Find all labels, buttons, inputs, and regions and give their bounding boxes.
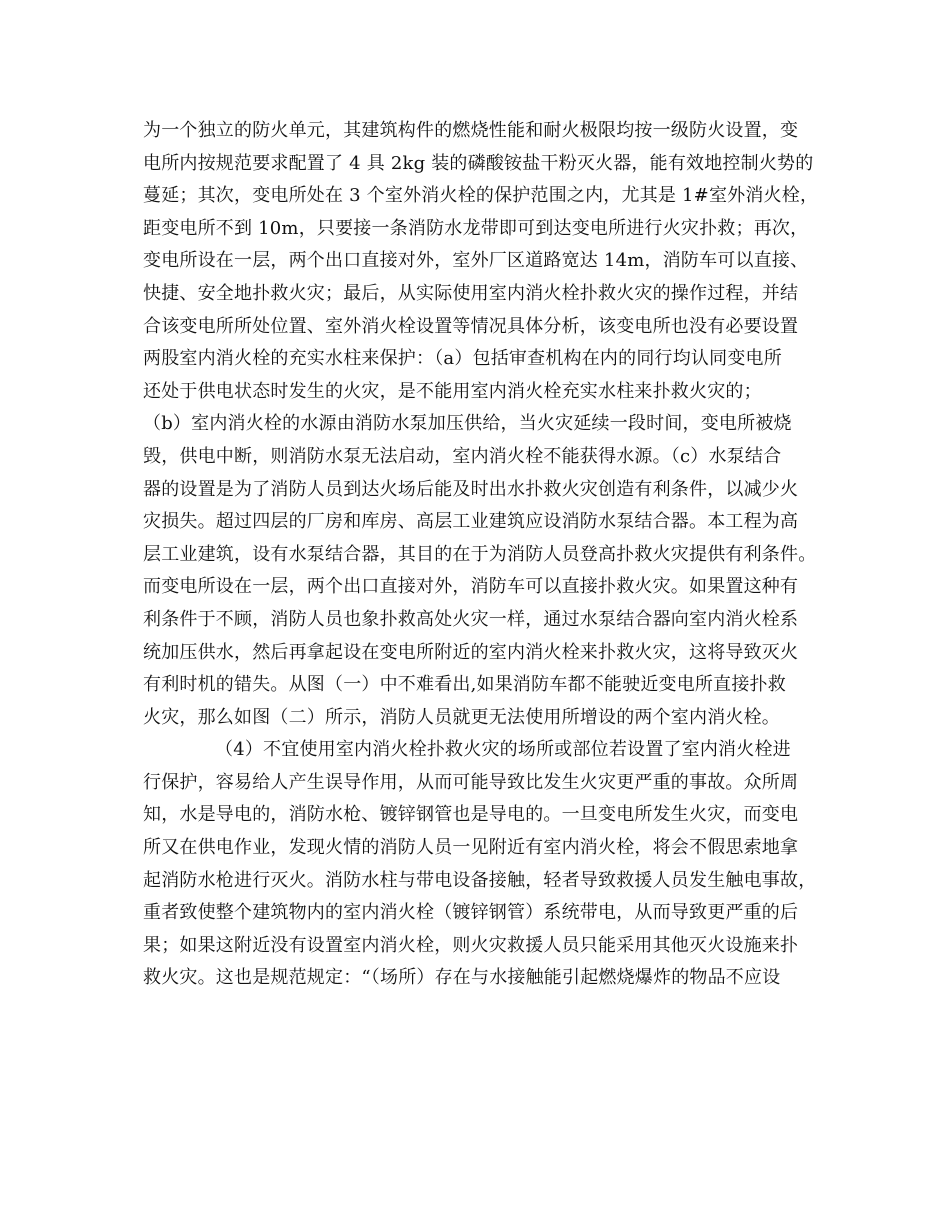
text-line: 有利时机的错失。从图（一）中不难看出,如果消防车都不能驶近变电所直接扑救 xyxy=(143,674,786,696)
text-line: 快捷、安全地扑救火灾；最后，从实际使用室内消火栓扑救火灾的操作过程，并结 xyxy=(143,282,799,304)
text-line: 救火灾。这也是规范规定：“（场所）存在与水接触能引起燃烧爆炸的物品不应设 xyxy=(143,967,781,989)
text-line: 层工业建筑，设有水泵结合器，其目的在于为消防人员登高扑救火灾提供有利条件。 xyxy=(143,543,817,565)
text-line: 还处于供电状态时发生的火灾，是不能用室内消火栓充实水柱来扑救火灾的； xyxy=(143,380,762,402)
text-line: 所又在供电作业，发现火情的消防人员一见附近有室内消火栓，将会不假思索地拿 xyxy=(143,837,799,859)
text-line: 电所内按规范要求配置了 4 具 2kg 装的磷酸铵盐干粉灭火器，能有效地控制火势的 xyxy=(143,152,814,174)
text-line: 距变电所不到 10m，只要接一条消防水龙带即可到达变电所进行火灾扑救；再次， xyxy=(143,217,809,239)
text-line: 两股室内消火栓的充实水柱来保护：（a）包括审查机构在内的同行均认同变电所 xyxy=(143,348,782,370)
text-line: 灾损失。超过四层的厂房和库房、高层工业建筑应设消防水泵结合器。本工程为高 xyxy=(143,511,799,533)
text-line: 为一个独立的防火单元，其建筑构件的燃烧性能和耐火极限均按一级防火设置，变 xyxy=(143,120,799,141)
text-line: 蔓延；其次，变电所处在 3 个室外消火栓的保护范围之内，尤其是 1#室外消火栓， xyxy=(143,185,819,207)
text-line: 变电所设在一层，两个出口直接对外，室外厂区道路宽达 14m，消防车可以直接、 xyxy=(143,250,809,272)
text-line: 火灾，那么如图（二）所示，消防人员就更无法使用所增设的两个室内消火栓。 xyxy=(143,706,780,728)
text-line: 而变电所设在一层，两个出口直接对外，消防车可以直接扑救火灾。如果置这种有 xyxy=(143,576,799,598)
text-line: 毁，供电中断，则消防水泵无法启动，室内消火栓不能获得水源。（c）水泵结合 xyxy=(143,445,782,467)
text-line: 利条件于不顾，消防人员也象扑救高处火灾一样，通过水泵结合器向室内消火栓系 xyxy=(143,608,799,630)
text-line: （b）室内消火栓的水源由消防水泵加压供给，当火灾延续一段时间，变电所被烧 xyxy=(143,413,792,435)
text-line: 行保护，容易给人产生误导作用，从而可能导致比发生火灾更严重的事故。众所周 xyxy=(143,771,799,793)
text-line: 统加压供水，然后再拿起设在变电所附近的室内消火栓来扑救火灾，这将导致灭火 xyxy=(143,641,799,663)
text-line: 重者致使整个建筑物内的室内消火栓（镀锌钢管）系统带电，从而导致更严重的后 xyxy=(143,902,799,924)
paragraph-start-line: （4）不宜使用室内消火栓扑救火灾的场所或部位若设置了室内消火栓进 xyxy=(215,739,791,761)
text-line: 起消防水枪进行灭火。消防水柱与带电设备接触，轻者导致救援人员发生触电事故， xyxy=(143,869,817,891)
text-line: 器的设置是为了消防人员到达火场后能及时出水扑救火灾创造有利条件，以减少火 xyxy=(143,478,799,500)
text-line: 知，水是导电的，消防水枪、镀锌钢管也是导电的。一旦变电所发生火灾，而变电 xyxy=(143,804,799,826)
text-line: 果；如果这附近没有设置室内消火栓，则火灾救援人员只能采用其他灭火设施来扑 xyxy=(143,934,799,956)
text-line: 合该变电所所处位置、室外消火栓设置等情况具体分析，该变电所也没有必要设置 xyxy=(143,315,799,337)
body-text xyxy=(143,115,833,995)
